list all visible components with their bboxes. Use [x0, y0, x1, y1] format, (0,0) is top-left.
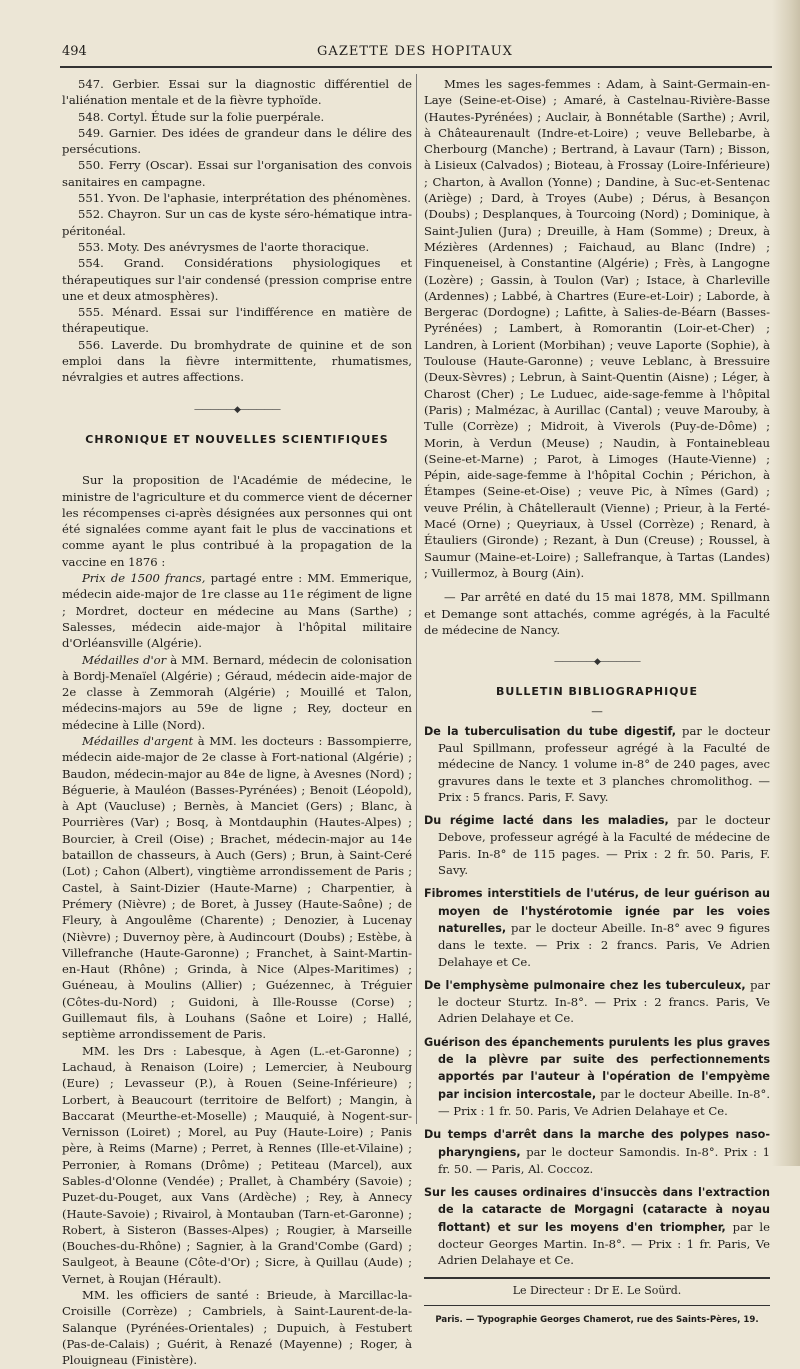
bib-details: par le docteur Paul Spillmann, professeur agrégé à la Faculté de médecine de Nancy. 1 volume in-8° de 240 pages, avec gravures dans le texte et 3 planches chromolithog. — Prix : 5 francs. Paris, F. Savy.: [438, 723, 770, 804]
bib-title: Guérison des épanchements purulents les plus graves de la plèvre par suite des perfectionnements apportés par l'auteur à l'opération de l'empyème par incision intercostale,: [424, 1035, 770, 1101]
bibliography-entry: [424, 977, 770, 1027]
chronique-intro: Sur la proposition de l'Académie de médecine, le ministre de l'agriculture et du commerce vient de décerner les récompenses ci-après désignées aux personnes qui ont été signalées comme ayant fait le plus de vaccinations et comme ayant le plus contribué à la propagation de la vaccine en 1876 :: [62, 473, 412, 569]
section-separator: —————◆—————: [554, 657, 640, 668]
bibliography-entry: [424, 1126, 770, 1177]
or-text: à MM. Bernard, médecin de colonisation à Bordj-Menaïel (Algérie) ; Géraud, médecin aide-major de 2e classe à Zemmorah (Algérie) ; Mouillé et Talon, médecins-majors au 59e de ligne ; Rey, docteur en médecine à Lille (Nord).: [62, 652, 412, 732]
bibliography-entry: [424, 812, 770, 878]
footer-rule: [424, 1277, 770, 1279]
bulletin-heading: BULLETIN BIBLIOGRAPHIQUE: [496, 685, 698, 699]
bibliography-entry: [424, 885, 770, 969]
argent-label: Médailles d'argent: [82, 733, 194, 748]
sages-femmes-paragraph: Mmes les sages-femmes : Adam, à Saint-Germain-en-Laye (Seine-et-Oise) ; Amaré, à Castelnau-Rivière-Basse (Hautes-Pyrénées) ; Auclair, à Bonnétable (Sarthe) ; Avril, à Châteaurenault (Indre-et-Loire) ; veuve Bellebarbe, à Cherbourg (Manche) ; Bertrand, à Lavaur (Tarn) ; Bisson, à Lisieux (Calvados) ; Bioteau, à Frossay (Loire-Inférieure) ; Charton, à Avallon (Yonne) ; Dandine, à Suc-et-Sentenac (Ariège) ; Dard, à Troyes (Aube) ; Dérus, à Besançon (Doubs) ; Desplanques, à Tourcoing (Nord) ; Dominique, à Saint-Julien (Jura) ; Dreuille, à Ham (Somme) ; Dreux, à Mézières (Ardennes) ; Faichaud, au Blanc (Indre) ; Finqueneisel, à Constantine (Algérie) ; Frès, à Langogne (Lozère) ; Gassin, à Toulon (Var) ; Istace, à Charleville (Ardennes) ; Labbé, à Chartres (Eure-et-Loir) ; Laborde, à Bergerac (Dordogne) ; Lafitte, à Salies-de-Béarn (Basses-Pyrénées) ; Lambert, à Romorantin (Loir-et-Cher) ; Landren, à Lorient (Morbihan) ; veuve Laporte (Sophie), à Toulouse (Haute-Garonne) ; veuve Leblanc, à Bressuire (Deux-Sèvres) ; Lebrun, à Saint-Quentin (Aisne) ; Léger, à Charost (Cher) ; Le Luduec, aide-sage-femme à l'hôpital (Paris) ; Malmézac, à Aurillac (Cantal) ; veuve Marouby, à Tulle (Corrèze) ; Midroit, à Viverols (Puy-de-Dôme) ; Morin, à Verdun (Meuse) ; Naudin, à Fontainebleau (Seine-et-Marne) ; Parot, à Limoges (Haute-Vienne) ; Pépin, aide-sage-femme à l'hôpital Cochin ; Périchon, à Étampes (Seine-et-Oise) ; veuve Pic, à Nîmes (Gard) ; veuve Prélin, à Châtellerault (Vienne) ; Prieur, à la Ferté-Macé (Orne) ; Queyriaux, à Ussel (Corrèze) ; Renard, à Étauliers (Gironde) ; Rezant, à Dun (Creuse) ; Roussel, à Saumur (Maine-et-Loire) ; Sallefranque, à Tartas (Landes) ; Vuillermoz, à Bourg (Ain).: [424, 77, 770, 580]
thesis-item: 547. Gerbier. Essai sur la diagnostic différentiel de l'aliénation mentale et de la fièvre typhoïde.: [62, 77, 412, 108]
argent-text: à MM. les docteurs : Bassompierre, médecin aide-major de 2e classe à Fort-national (Algérie) ; Baudon, médecin-major au 84e de ligne, à Avesnes (Nord) ; Béguerie, à Mauléon (Basses-Pyrénées) ; Benoit (Léopold), à Apt (Vaucluse) ; Bernès, à Manciet (Gers) ; Blanc, à Pourrières (Var) ; Bosq, à Montdauphin (Hautes-Alpes) ; Bourcier, à Creil (Oise) ; Brachet, médecin-major au 14e bataillon de chasseurs, à Auch (Gers) ; Brun, à Saint-Ceré (Lot) ; Cahon (Albert), vingtième arrondissement de Paris ; Castel, à Saint-Dizier (Haute-Marne) ; Charpentier, à Prémery (Nièvre) ; de Boret, à Jussey (Haute-Saône) ; de Fleury, à Angoulême (Charente) ; Denozier, à Lucenay (Nièvre) ; Duvernoy père, à Audincourt (Doubs) ; Estèbe, à Villefranche (Haute-Garonne) ; Franchet, à Saint-Martin-en-Haut (Rhône) ; Grinda, à Nice (Alpes-Maritimes) ; Guéneau, à Moulins (Allier) ; Guézennec, à Tréguier (Côtes-du-Nord) ; Guidoni, à Ille-Rousse (Corse) ; Guillemaut fils, à Louhans (Saône et Loire) ; Hallé, septième arrondissement de Paris.: [62, 733, 412, 1042]
arrete-paragraph: — Par arrêté en daté du 15 mai 1878, MM. Spillmann et Demange sont attachés, comme agrégés, à la Faculté de médecine de Nancy.: [424, 590, 770, 637]
thesis-item: 550. Ferry (Oscar). Essai sur l'organisation des convois sanitaires en campagne.: [62, 158, 412, 189]
column-divider: [416, 74, 417, 1124]
prix-label: Prix de 1500 francs,: [82, 571, 206, 586]
page-edge-shadow: [772, 0, 800, 1166]
printer-line: Paris. — Typographie Georges Chamerot, rue des Saints-Pères, 19.: [435, 1314, 759, 1325]
theses-list: [62, 76, 412, 386]
thesis-item: 556. Laverde. Du bromhydrate de quinine et de son emploi dans la fièvre intermittente, rhumatismes, névralgies et autres affections.: [62, 337, 412, 385]
bib-details: par le docteur Samondis. In-8°. Prix : 1 fr. 50. — Paris, Al. Coccoz.: [438, 1144, 770, 1176]
thesis-item: 548. Cortyl. Étude sur la folie puerpérale.: [78, 109, 325, 124]
director-line: Le Directeur : Dr E. Le Soürd.: [512, 1283, 682, 1297]
thesis-item: 549. Garnier. Des idées de grandeur dans le délire des persécutions.: [62, 125, 412, 157]
bibliography-list: [424, 723, 770, 1269]
prix-text: partagé entre : MM. Emmerique, médecin aide-major de 1re classe au 11e régiment de ligne ; Mordret, docteur en médecine au Mans (Sarthe) ; Salesses, médecin aide-major à l'hôpital militaire d'Orléansville (Algérie).: [62, 571, 412, 651]
bib-title: Sur les causes ordinaires d'insuccès dans l'extraction de la cataracte de Morgagni (cataracte à noyau flottant) et sur les moyens d'en triompher,: [424, 1186, 770, 1234]
bulletin-dash: —: [591, 703, 603, 718]
bib-details: par le docteur Sturtz. In-8°. — Prix : 2 francs. Paris, Ve Adrien Delahaye et Ce.: [438, 977, 770, 1026]
bib-title: Du régime lacté dans les maladies,: [424, 814, 669, 828]
bibliography-entry: [424, 723, 770, 805]
bib-details: par le docteur Abeille. In-8° avec 9 figures dans le texte. — Prix : 2 francs. Paris, Ve Adrien Delahaye et Ce.: [438, 920, 770, 969]
left-column: [62, 76, 412, 1369]
thesis-item: 554. Grand. Considérations physiologiques et thérapeutiques sur l'air condensé (pression comprise entre une et deux atmosphères).: [62, 256, 412, 303]
section-separator: —————◆—————: [194, 404, 280, 415]
bibliography-entry: [424, 1184, 770, 1268]
bib-title: De l'emphysème pulmonaire chez les tuberculeux,: [424, 978, 746, 992]
bib-details: par le docteur Georges Martin. In-8°. — Prix : 1 fr. Paris, Ve Adrien Delahaye et Ce.: [438, 1219, 770, 1268]
or-paragraph: [62, 652, 412, 733]
docteurs-paragraph: MM. les Drs : Labesque, à Agen (L.-et-Garonne) ; Lachaud, à Renaison (Loire) ; Lemercier, à Neubourg (Eure) ; Levasseur (P.), à Rouen (Seine-Inférieure) ; Lorbert, à Beaucourt (territoire de Belfort) ; Mangin, à Baccarat (Meurthe-et-Moselle) ; Mauquié, à Nogent-sur-Vernisson (Loiret) ; Morel, au Puy (Haute-Loire) ; Panis père, à Reims (Marne) ; Perret, à Rennes (Ille-et-Vilaine) ; Perronier, à Romans (Drôme) ; Petiteau (Marcel), aux Sables-d'Olonne (Vendée) ; Prallet, à Chambéry (Savoie) ; Puzet-du-Pouget, aux Vans (Ardèche) ; Rey, à Annecy (Haute-Savoie) ; Rivairol, à Montauban (Tarn-et-Garonne) ; Robert, à Sisteron (Basses-Alpes) ; Rougier, à Marseille (Bouches-du-Rhône) ; Sagnier, à la Grand'Combe (Gard) ; Saulgeot, à Beaune (Côte-d'Or) ; Sicre, à Quillau (Aude) ; Vernet, à Roujan (Hérault).: [62, 1043, 412, 1286]
thesis-item: 555. Ménard. Essai sur l'indifférence en matière de thérapeutique.: [62, 305, 412, 336]
or-label: Médailles d'or: [82, 652, 167, 667]
thesis-item: 551. Yvon. De l'aphasie, interprétation des phénomènes.: [78, 191, 411, 206]
footer-rule-thin: [424, 1305, 770, 1306]
bib-title: Fibromes interstitiels de l'utérus, de leur guérison au moyen de l'hystérotomie ignée par les voies naturelles,: [424, 887, 770, 935]
bib-details: par le docteur Abeille. In-8°. — Prix : 1 fr. 50. Paris, Ve Adrien Delahaye et Ce.: [438, 1086, 770, 1118]
header-rule: [60, 66, 772, 68]
journal-title: GAZETTE DES HOPITAUX: [317, 44, 513, 59]
argent-paragraph: [62, 733, 412, 1043]
thesis-item: 552. Chayron. Sur un cas de kyste séro-hématique intra-péritonéal.: [62, 207, 412, 238]
bib-title: Du temps d'arrêt dans la marche des polypes naso-pharyngiens,: [424, 1128, 770, 1159]
right-column: [424, 76, 770, 1328]
bib-details: par le docteur Debove, professeur agrégé à la Faculté de médecine de Paris. In-8° de 115 pages. — Prix : 2 fr. 50. Paris, F. Savy.: [438, 813, 770, 878]
page-header: [62, 44, 768, 62]
prix-paragraph: [62, 570, 412, 651]
bibliography-entry: [424, 1034, 770, 1119]
page-number: 494: [62, 44, 87, 59]
thesis-item: 553. Moty. Des anévrysmes de l'aorte thoracique.: [78, 239, 370, 254]
bib-title: De la tuberculisation du tube digestif,: [424, 724, 676, 738]
officiers-paragraph: MM. les officiers de santé : Brieude, à Marcillac-la-Croisille (Corrèze) ; Cambriels, à Saint-Laurent-de-la-Salanque (Pyrénées-Orientales) ; Dupuich, à Festubert (Pas-de-Calais) ; Guérit, à Renazé (Mayenne) ; Roger, à Plouigneau (Finistère).: [62, 1288, 412, 1368]
chronique-heading: CHRONIQUE ET NOUVELLES SCIENTIFIQUES: [85, 432, 389, 446]
